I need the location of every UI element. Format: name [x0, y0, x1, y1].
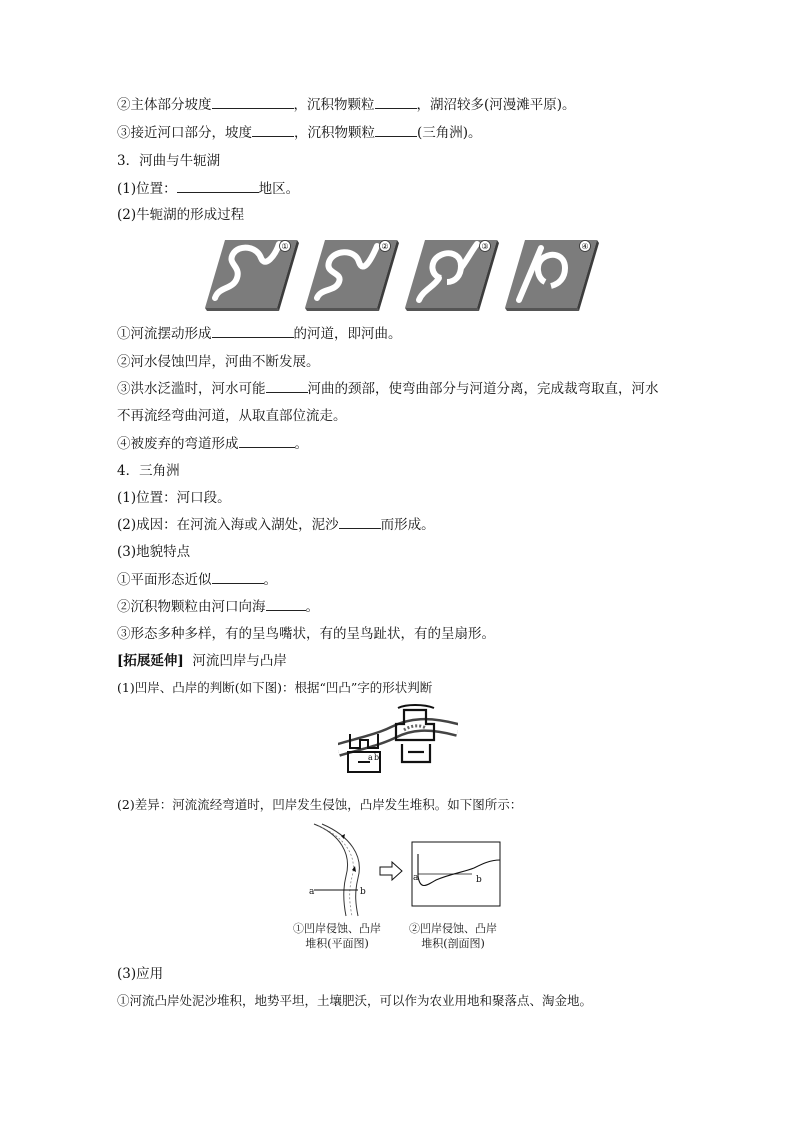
- text: ②沉积物颗粒由河口向海: [117, 599, 266, 615]
- text: ①河流摆动形成: [117, 326, 212, 342]
- text: ，湖沼较多(河漫滩平原)。: [416, 97, 576, 113]
- profile-label-b: b: [476, 875, 482, 885]
- line-application-1: ①河流凸岸处泥沙堆积，地势平坦，土壤肥沃，可以作为农业用地和聚落点、淘金地。: [117, 993, 593, 1008]
- caption-line: ②凹岸侵蚀、凸岸: [409, 922, 497, 935]
- text: 地区。: [258, 181, 300, 197]
- line-meander: [117, 325, 402, 343]
- text: 。: [305, 599, 319, 615]
- line-application: (3)应用: [117, 966, 164, 982]
- oxbow-step-4: [505, 240, 599, 311]
- profile-view: [412, 842, 500, 906]
- answer-blank[interactable]: [339, 516, 381, 529]
- text: ，沉积物颗粒: [293, 97, 375, 113]
- step-number: ①: [281, 242, 289, 251]
- step-number: ④: [581, 242, 589, 251]
- caption-line: ①凹岸侵蚀、凸岸: [293, 922, 381, 935]
- answer-blank[interactable]: [177, 180, 259, 193]
- line-particle: [117, 598, 319, 616]
- arrow-icon: [380, 862, 402, 880]
- extension-heading: [117, 652, 287, 670]
- answer-blank[interactable]: [252, 124, 294, 137]
- text: 而形成。: [380, 517, 435, 533]
- line-landform: (3)地貌特点: [117, 544, 191, 560]
- section-heading-4: 4．三角洲: [117, 463, 180, 479]
- line-delta-location: (1)位置：河口段。: [117, 490, 231, 506]
- text: ②主体部分坡度: [117, 97, 212, 113]
- caption-profile: [400, 921, 506, 951]
- answer-blank[interactable]: [212, 571, 264, 584]
- answer-blank[interactable]: [212, 96, 294, 109]
- answer-blank[interactable]: [239, 435, 295, 448]
- line-delta-cause: [117, 516, 435, 534]
- line-slope-main: [117, 96, 576, 114]
- line-flood: [117, 380, 659, 398]
- text: (2)成因：在河流入海或入湖处，泥沙: [117, 517, 339, 533]
- line-location: [117, 180, 299, 198]
- plan-view: [309, 824, 366, 916]
- line-forms: ③形态多种多样，有的呈鸟嘴状，有的呈鸟趾状，有的呈扇形。: [117, 626, 495, 642]
- plan-label-a: a: [309, 887, 315, 897]
- line-abandoned: [117, 435, 308, 453]
- oxbow-step-1: [205, 240, 299, 311]
- step-number: ②: [381, 242, 389, 251]
- river-bend-figures: [300, 820, 510, 918]
- step-number: ③: [481, 242, 489, 251]
- oxbow-formation-figure: [205, 234, 605, 312]
- line-oxbow-process: (2)牛轭湖的形成过程: [117, 207, 245, 223]
- concave-convex-figure: [338, 704, 458, 780]
- oxbow-step-2: [305, 240, 399, 311]
- answer-blank[interactable]: [266, 598, 306, 611]
- text: ①平面形态近似: [117, 572, 212, 588]
- text: (1)位置：: [117, 181, 177, 197]
- caption-line: 堆积(剖面图): [421, 937, 485, 950]
- caption-plan: [284, 921, 390, 951]
- text: 河曲的颈部，使弯曲部分与河道分离，完成裁弯取直，河水: [307, 381, 659, 397]
- answer-blank[interactable]: [375, 96, 417, 109]
- line-difference: (2)差异：河流流经弯道时，凹岸发生侵蚀，凸岸发生堆积。如下图所示：: [117, 797, 523, 812]
- line-erosion: ②河水侵蚀凹岸，河曲不断发展。: [117, 354, 320, 370]
- text: ，沉积物颗粒: [294, 125, 375, 141]
- text: 。: [294, 436, 308, 452]
- text: ③接近河口部分，坡度: [117, 125, 252, 141]
- text: 的河道，即河曲。: [293, 326, 402, 342]
- line-judge: (1)凹岸、凸岸的判断(如下图)：根据“凹凸”字的形状判断: [117, 680, 433, 695]
- caption-line: 堆积(平面图): [305, 937, 369, 950]
- label-a: a: [368, 753, 373, 762]
- text: ③洪水泛滥时，河水可能: [117, 381, 266, 397]
- profile-label-a: a: [413, 873, 419, 883]
- plan-label-b: b: [360, 887, 366, 897]
- extension-title: 河流凹岸与凸岸: [192, 653, 287, 669]
- label-b: b: [374, 753, 380, 762]
- oxbow-step-3: [405, 240, 499, 311]
- text: (三角洲)。: [417, 125, 482, 141]
- line-slope-mouth: [117, 124, 482, 142]
- text: ④被废弃的弯道形成: [117, 436, 239, 452]
- answer-blank[interactable]: [266, 380, 308, 393]
- line-shape: [117, 571, 277, 589]
- answer-blank[interactable]: [212, 325, 294, 338]
- text: 。: [263, 572, 277, 588]
- section-heading-3: 3．河曲与牛轭湖: [117, 153, 221, 169]
- line-flood-cont: 不再流经弯曲河道，从取直部位流走。: [117, 408, 347, 424]
- extension-bracket: [拓展延伸]: [117, 653, 184, 669]
- answer-blank[interactable]: [375, 124, 417, 137]
